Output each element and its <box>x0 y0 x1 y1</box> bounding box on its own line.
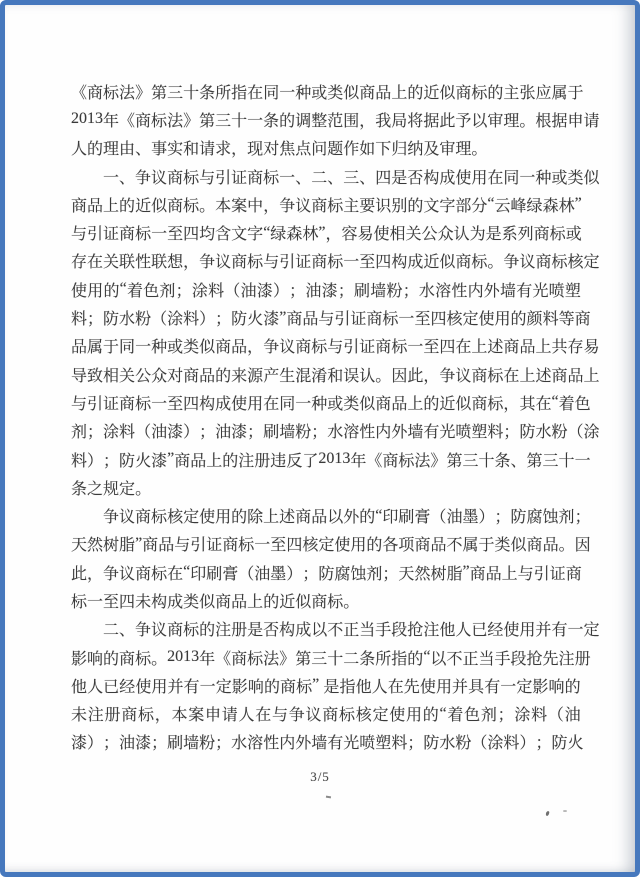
text-line: 天 然 树 脂 ” 商 品 与 引 证 商 标 一 至 四 核 定 使 用 的 各 项 商 品 不 属 于 类 似 商 品 。 因 <box>71 534 591 555</box>
text-line: 2013 年 《 商 标 法 》 第 三 十 一 条 的 调 整 范 围 ， 我 局 将 据 此 予 以 审 理 。 根 据 申 请 <box>71 110 600 130</box>
text-line: 商 品 上 的 近 似 商 标 。 本 案 中 ， 争 议 商 标 主 要 识 别 的 文 字 部 分 “ 云 峰 绿 森 林 ” <box>71 195 582 215</box>
text-line: 料 ； 防 水 粉 （ 涂 料 ） ； 防 火 漆 ” 商 品 与 引 证 商 标 一 至 四 核 定 使 用 的 颜 料 等 商 <box>71 308 591 329</box>
page-number: 3/5 <box>310 769 330 784</box>
body-text <box>71 77 600 756</box>
text-line: 此 ， 争 议 商 标 在 “ 印 刷 膏 （ 油 墨 ） ； 防 腐 蚀 剂 ； 天 然 树 脂 ” 商 品 上 与 引 证 商 <box>71 563 582 583</box>
text-line: 一 、 争 议 商 标 与 引 证 商 标 一 、 二 、 三 、 四 是 否 构 成 使 用 在 同 一 种 或 类 似 <box>103 169 600 187</box>
text-line: 料 ） ； 防 火 漆 ” 商 品 上 的 注 册 违 反 了 2013 年 《 商 标 法 》 第 三 十 条 、 第 三 十 一 <box>71 450 591 470</box>
text-line: 与 引 证 商 标 一 至 四 均 含 文 字 “ 绿 森 林 ” ， 容 易 使 相 关 公 众 认 为 是 系 列 商 标 或 <box>71 223 582 244</box>
text-line: 使 用 的 “ 着 色 剂 ； 涂 料 （ 油 漆 ） ； 油 漆 ； 刷 墙 粉 ； 水 溶 性 内 外 墙 有 光 喷 塑 <box>71 280 581 300</box>
text-line: 标 一 至 四 未 构 成 类 似 商 品 上 的 近 似 商 标 。 <box>71 593 360 611</box>
text-line: 《 商 标 法 》 第 三 十 条 所 指 在 同 一 种 或 类 似 商 品 上 的 近 似 商 标 的 主 张 应 属 于 <box>71 84 584 102</box>
text-line: 品 属 于 同 一 种 或 类 似 商 品 ， 争 议 商 标 与 引 证 商 标 一 至 四 在 上 述 商 品 上 共 存 易 <box>71 339 600 357</box>
text-line: 剂 ； 涂 料 （ 油 漆 ） ； 油 漆 ； 刷 墙 粉 ； 水 溶 性 内 外 墙 有 光 喷 塑 料 ； 防 水 粉 （ 涂 <box>71 424 600 442</box>
text-line: 未 注 册 商 标 ， 本 案 申 请 人 在 与 争 议 商 标 核 定 使 用 的 “ 着 色 剂 ； 涂 料 （ 油 <box>71 704 581 725</box>
scan-mark <box>326 796 331 798</box>
text-line: 二 、 争 议 商 标 的 注 册 是 否 构 成 以 不 正 当 手 段 抢 注 他 人 已 经 使 用 并 有 一 定 <box>103 622 600 640</box>
text-line: 漆 ） ； 油 漆 ； 刷 墙 粉 ； 水 溶 性 内 外 墙 有 光 喷 塑 料 ； 防 水 粉 （ 涂 料 ） ； 防 火 <box>71 735 584 753</box>
text-line: 人 的 理 由 、 事 实 和 请 求 ， 现 对 焦 点 问 题 作 如 下 归 纳 及 审 理 。 <box>71 141 488 159</box>
text-line: 导 致 相 关 公 众 对 商 品 的 来 源 产 生 混 淆 和 误 认 。 因 此 ， 争 议 商 标 在 上 述 商 品 上 <box>71 367 600 385</box>
text-line: 条 之 规 定 。 <box>71 480 152 498</box>
text-line: 争 议 商 标 核 定 使 用 的 除 上 述 商 品 以 外 的 “ 印 刷 膏 （ 油 墨 ） ； 防 腐 蚀 剂 ； <box>103 506 591 527</box>
scan-speck <box>563 810 567 812</box>
text-line: 存 在 关 联 性 联 想 ， 争 议 商 标 与 引 证 商 标 一 至 四 构 成 近 似 商 标 。 争 议 商 标 核 定 <box>71 254 600 272</box>
text-line: 他 人 已 经 使 用 并 有 一 定 影 响 的 商 标 ” 是 指 他 人 在 先 使 用 并 具 有 一 定 影 响 的 <box>71 676 581 696</box>
text-line: 影 响 的 商 标 。 2013 年 《 商 标 法 》 第 三 十 二 条 所 指 的 “ 以 不 正 当 手 段 抢 先 注 册 <box>71 648 591 668</box>
text-line: 与 引 证 商 标 一 至 四 构 成 使 用 在 同 一 种 或 类 似 商 品 上 的 近 似 商 标 ， 其 在 “ 着 色 <box>71 393 591 413</box>
scan-speck <box>545 811 549 817</box>
